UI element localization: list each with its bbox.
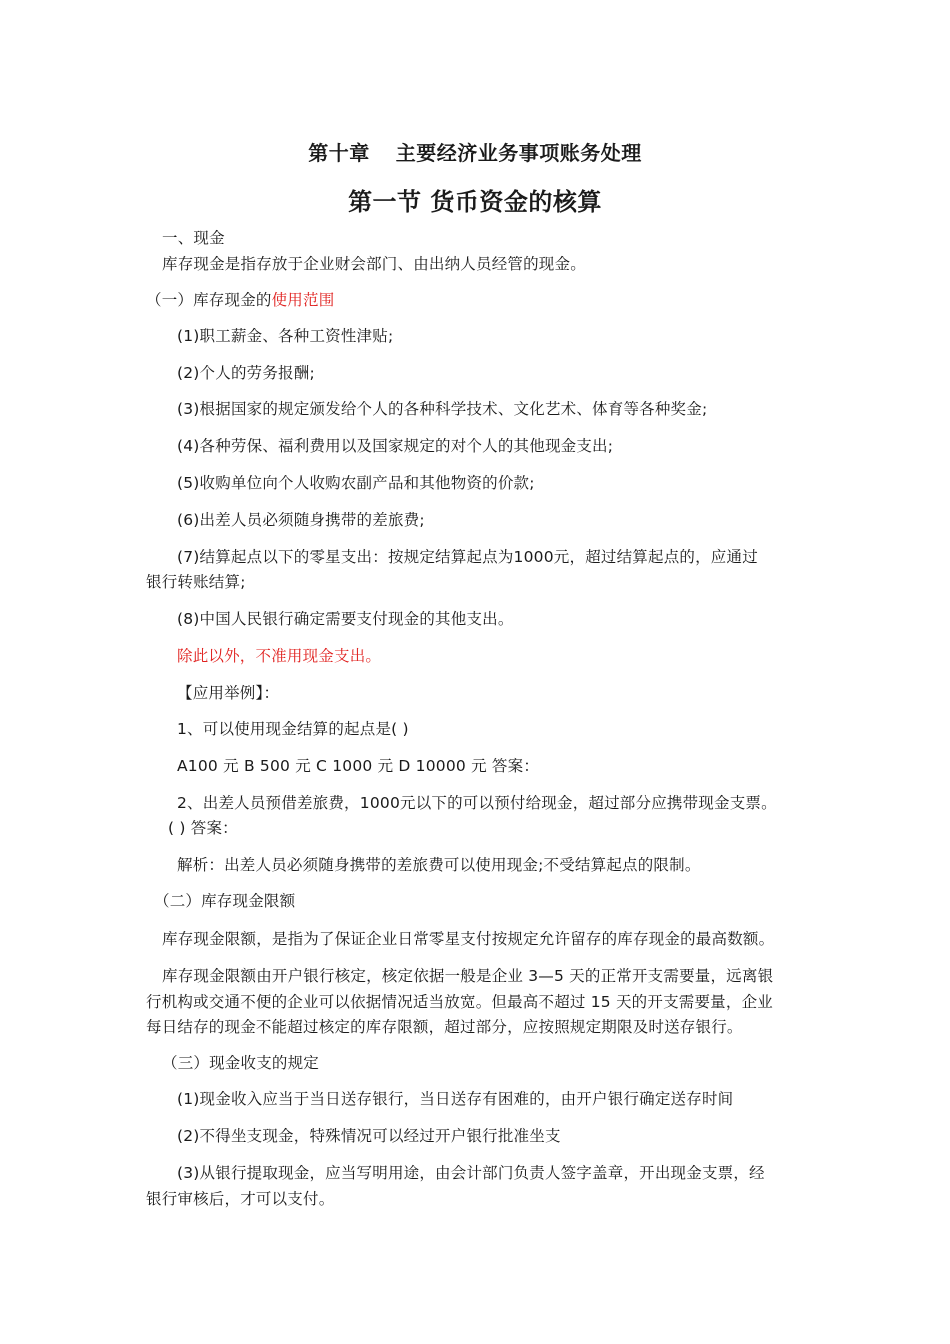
chapter-name: 主要经济业务事项账务处理 <box>395 141 642 165</box>
subheading-cash-rules: （三）现金收支的规定 <box>162 1054 320 1072</box>
question-2-answer: ( ) 答案： <box>168 819 238 837</box>
cash-limit-paragraph: 每日结存的现金不能超过核定的库存限额，超过部分，应按照规定期限及时送存银行。 <box>146 1018 743 1036</box>
rule-item: (3)从银行提取现金，应当写明用途，由会计部门负责人签字盖章，开出现金支票，经 <box>177 1164 765 1182</box>
example-heading: 【应用举例】： <box>177 684 280 702</box>
cash-limit-paragraph: 行机构或交通不便的企业可以依据情况适当放宽。但最高不超过 15 天的开支需要量，企业 <box>146 993 773 1011</box>
rule-item: (2)不得坐支现金，特殊情况可以经过开户银行批准坐支 <box>177 1127 561 1145</box>
chapter-number: 第十章 <box>308 141 370 165</box>
list-item: (3)根据国家的规定颁发给个人的各种科学技术、文化艺术、体育等各种奖金; <box>177 400 708 418</box>
heading-cash: 一、现金 <box>162 229 225 247</box>
cash-limit-definition: 库存现金限额，是指为了保证企业日常零星支付按规定允许留存的库存现金的最高数额。 <box>162 930 775 948</box>
chapter-title <box>0 140 950 166</box>
list-item: (1)职工薪金、各种工资性津贴; <box>177 327 394 345</box>
cash-definition: 库存现金是指存放于企业财会部门、由出纳人员经管的现金。 <box>162 255 586 273</box>
rule-item: (1)现金收入应当于当日送存银行，当日送存有困难的，由开户银行确定送存时间 <box>177 1090 734 1108</box>
question-1: 1、可以使用现金结算的起点是( ) <box>177 720 409 738</box>
list-item: (8)中国人民银行确定需要支付现金的其他支出。 <box>177 610 514 628</box>
list-item: (5)收购单位向个人收购农副产品和其他物资的价款; <box>177 474 535 492</box>
cash-limit-paragraph: 库存现金限额由开户银行核定，核定依据一般是企业 3—5 天的正常开支需要量，远离银 <box>162 967 774 985</box>
list-item-continuation: 银行转账结算; <box>146 573 246 591</box>
list-item: (4)各种劳保、福利费用以及国家规定的对个人的其他现金支出; <box>177 437 614 455</box>
subheading-usage-scope <box>146 290 334 310</box>
usage-scope-highlight: 使用范围 <box>271 291 335 309</box>
section-title: 第一节 货币资金的核算 <box>348 188 602 216</box>
list-item: (2)个人的劳务报酬; <box>177 364 315 382</box>
red-note: 除此以外，不准用现金支出。 <box>177 647 382 665</box>
question-1-options: A100 元 B 500 元 C 1000 元 D 10000 元 答案： <box>177 757 540 775</box>
rule-item-continuation: 银行审核后，才可以支付。 <box>146 1190 335 1208</box>
question-2: 2、出差人员预借差旅费，1000元以下的可以预付给现金，超过部分应携带现金支票。 <box>177 794 777 812</box>
list-item: (7)结算起点以下的零星支出：按规定结算起点为1000元，超过结算起点的，应通过 <box>177 548 758 566</box>
list-item: (6)出差人员必须随身携带的差旅费; <box>177 511 425 529</box>
subheading-cash-limit: （二）库存现金限额 <box>154 892 296 910</box>
subheading-usage-prefix: （一）库存现金的 <box>146 291 272 309</box>
analysis: 解析：出差人员必须随身携带的差旅费可以使用现金;不受结算起点的限制。 <box>177 856 701 874</box>
